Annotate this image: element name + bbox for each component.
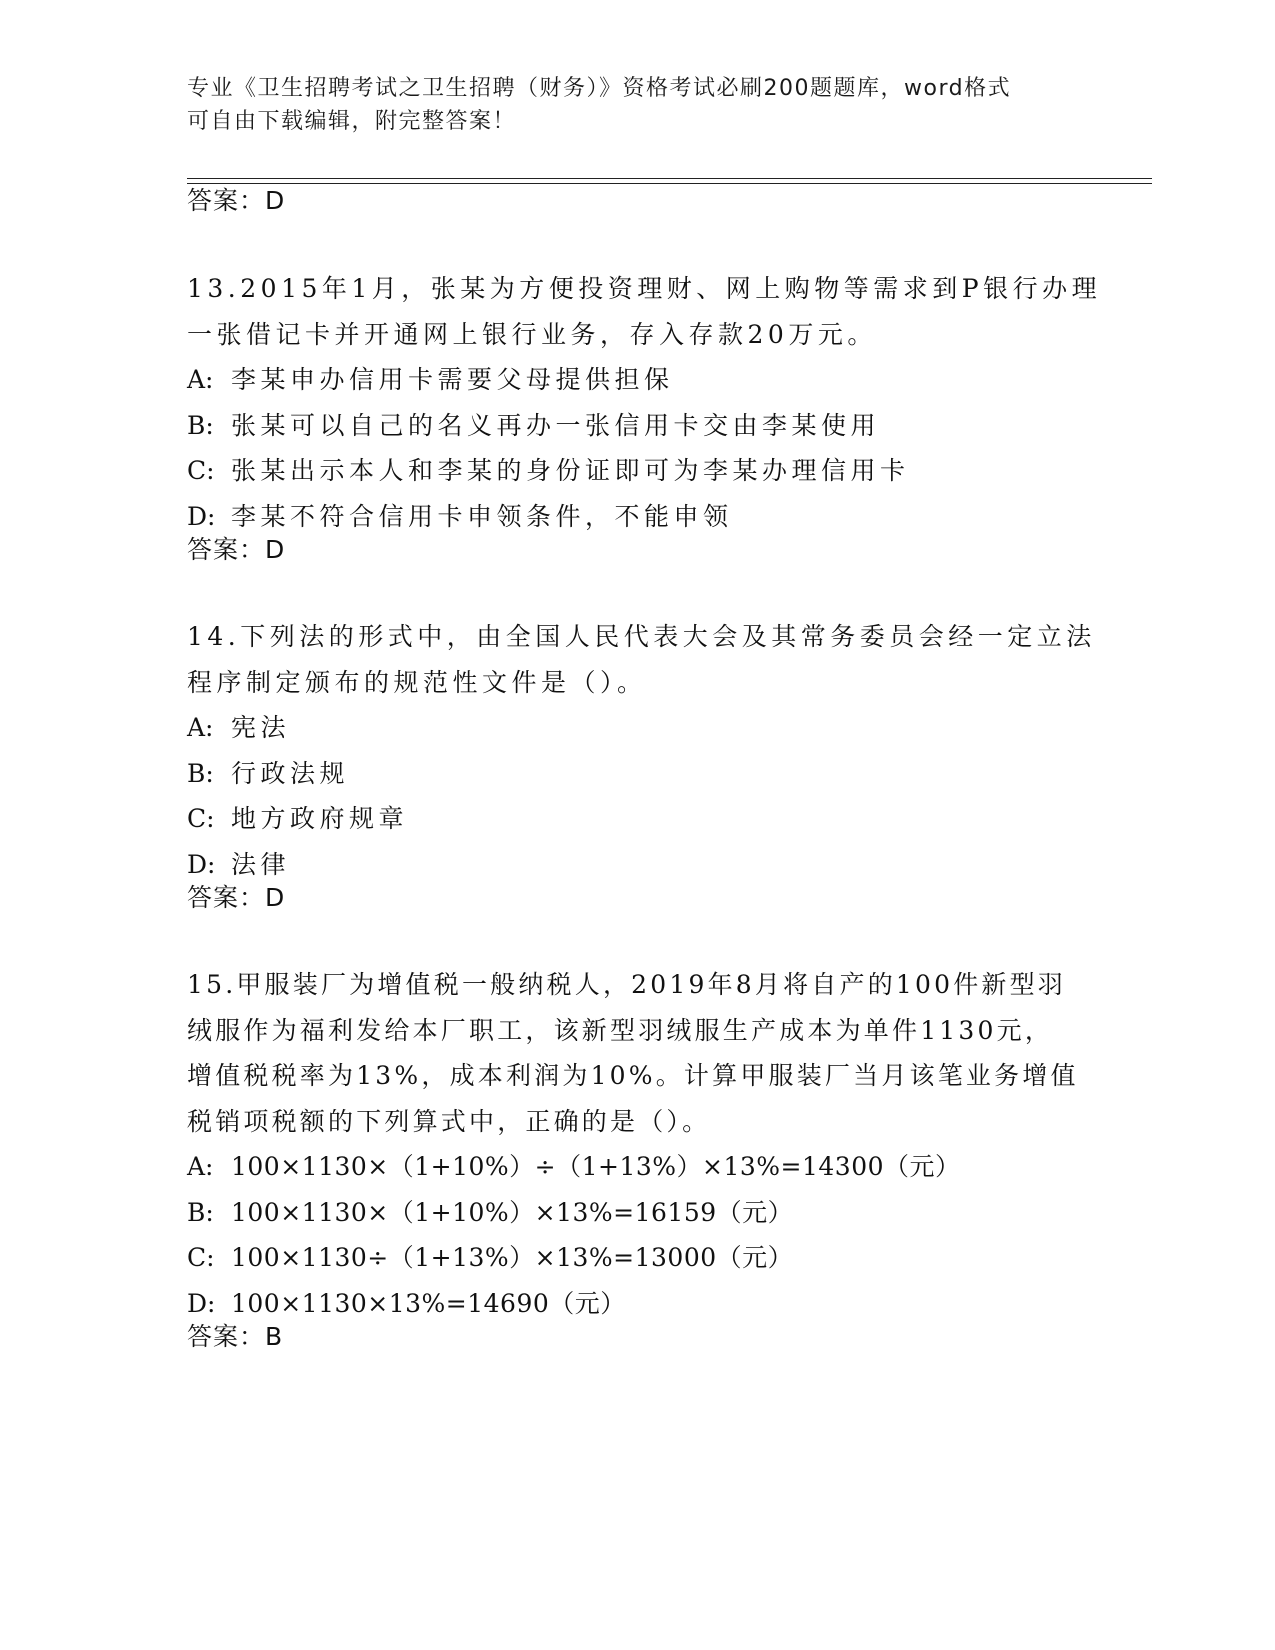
option-label: C: xyxy=(187,1243,215,1272)
option-label: A: xyxy=(187,1152,214,1181)
option-text: 法律 xyxy=(231,849,291,879)
question-13-option-c xyxy=(187,448,1087,494)
option-label: B: xyxy=(187,410,214,440)
option-text: 100×1130÷（1+13%）×13%=13000（元） xyxy=(231,1243,794,1272)
answer-q12: 答案：D xyxy=(187,186,286,215)
question-13-option-b xyxy=(187,403,1087,449)
option-text: 地方政府规章 xyxy=(231,804,409,833)
option-text: 李某不符合信用卡申领条件，不能申领 xyxy=(231,501,733,531)
header-line-1: 专业《卫生招聘考试之卫生招聘（财务）》资格考试必刷200题题库，word格式 xyxy=(187,76,1012,101)
option-text: 行政法规 xyxy=(231,758,350,788)
option-text: 张某可以自己的名义再办一张信用卡交由李某使用 xyxy=(231,410,881,440)
option-label: A: xyxy=(187,713,214,742)
question-13-stem-line-1: 13.2015年1月，张某为方便投资理财、网上购物等需求到P银行办理 xyxy=(187,274,1102,303)
question-13-stem-line-2: 一张借记卡并开通网上银行业务，存入存款20万元。 xyxy=(187,319,877,349)
option-text: 100×1130×（1+10%）÷（1+13%）×13%=14300（元） xyxy=(231,1152,961,1181)
question-13 xyxy=(187,266,1102,539)
question-14-option-d xyxy=(187,842,1087,888)
question-15-option-b xyxy=(187,1190,1087,1236)
option-label: A: xyxy=(187,365,214,394)
question-14-option-c xyxy=(187,796,1087,842)
option-text: 张某出示本人和李某的身份证即可为李某办理信用卡 xyxy=(231,456,910,485)
answer-q14: 答案：D xyxy=(187,883,286,912)
question-15-stem-line-1: 15.甲服装厂为增值税一般纳税人，2019年8月将自产的100件新型羽 xyxy=(187,970,1067,999)
option-label: C: xyxy=(187,804,215,833)
header-divider-bottom xyxy=(187,183,1152,184)
question-15-stem-line-3: 增值税税率为13%，成本利润为10%。计算甲服装厂当月该笔业务增值 xyxy=(187,1061,1079,1090)
option-label: D: xyxy=(187,849,216,879)
option-text: 100×1130×（1+10%）×13%=16159（元） xyxy=(231,1197,794,1227)
question-14-stem-line-1: 14.下列法的形式中，由全国人民代表大会及其常务委员会经一定立法 xyxy=(187,622,1096,651)
question-14-option-a xyxy=(187,705,1087,751)
answer-q13: 答案：D xyxy=(187,535,286,564)
question-14 xyxy=(187,614,1096,887)
question-15 xyxy=(187,962,1087,1326)
question-14-stem-line-2: 程序制定颁布的规范性文件是（）。 xyxy=(187,667,647,697)
option-label: B: xyxy=(187,758,214,788)
header-line-2: 可自由下载编辑，附完整答案！ xyxy=(187,109,517,134)
question-15-option-c xyxy=(187,1235,1087,1281)
option-text: 100×1130×13%=14690（元） xyxy=(231,1288,626,1318)
option-label: D: xyxy=(187,501,216,531)
answer-q15: 答案：B xyxy=(187,1322,284,1351)
option-label: D: xyxy=(187,1288,216,1318)
question-14-option-b xyxy=(187,751,1087,797)
question-15-option-d xyxy=(187,1281,1087,1327)
header-divider-top xyxy=(187,178,1152,179)
page-header xyxy=(187,72,1087,138)
question-13-option-d xyxy=(187,494,1087,540)
option-text: 李某申办信用卡需要父母提供担保 xyxy=(231,365,674,394)
question-15-stem-line-4: 税销项税额的下列算式中，正确的是（）。 xyxy=(187,1106,711,1136)
option-label: C: xyxy=(187,456,215,485)
question-15-option-a xyxy=(187,1144,1087,1190)
question-15-stem-line-2: 绒服作为福利发给本厂职工，该新型羽绒服生产成本为单件1130元， xyxy=(187,1015,1054,1045)
question-13-option-a xyxy=(187,357,1087,403)
option-text: 宪法 xyxy=(231,713,291,742)
option-label: B: xyxy=(187,1197,214,1227)
